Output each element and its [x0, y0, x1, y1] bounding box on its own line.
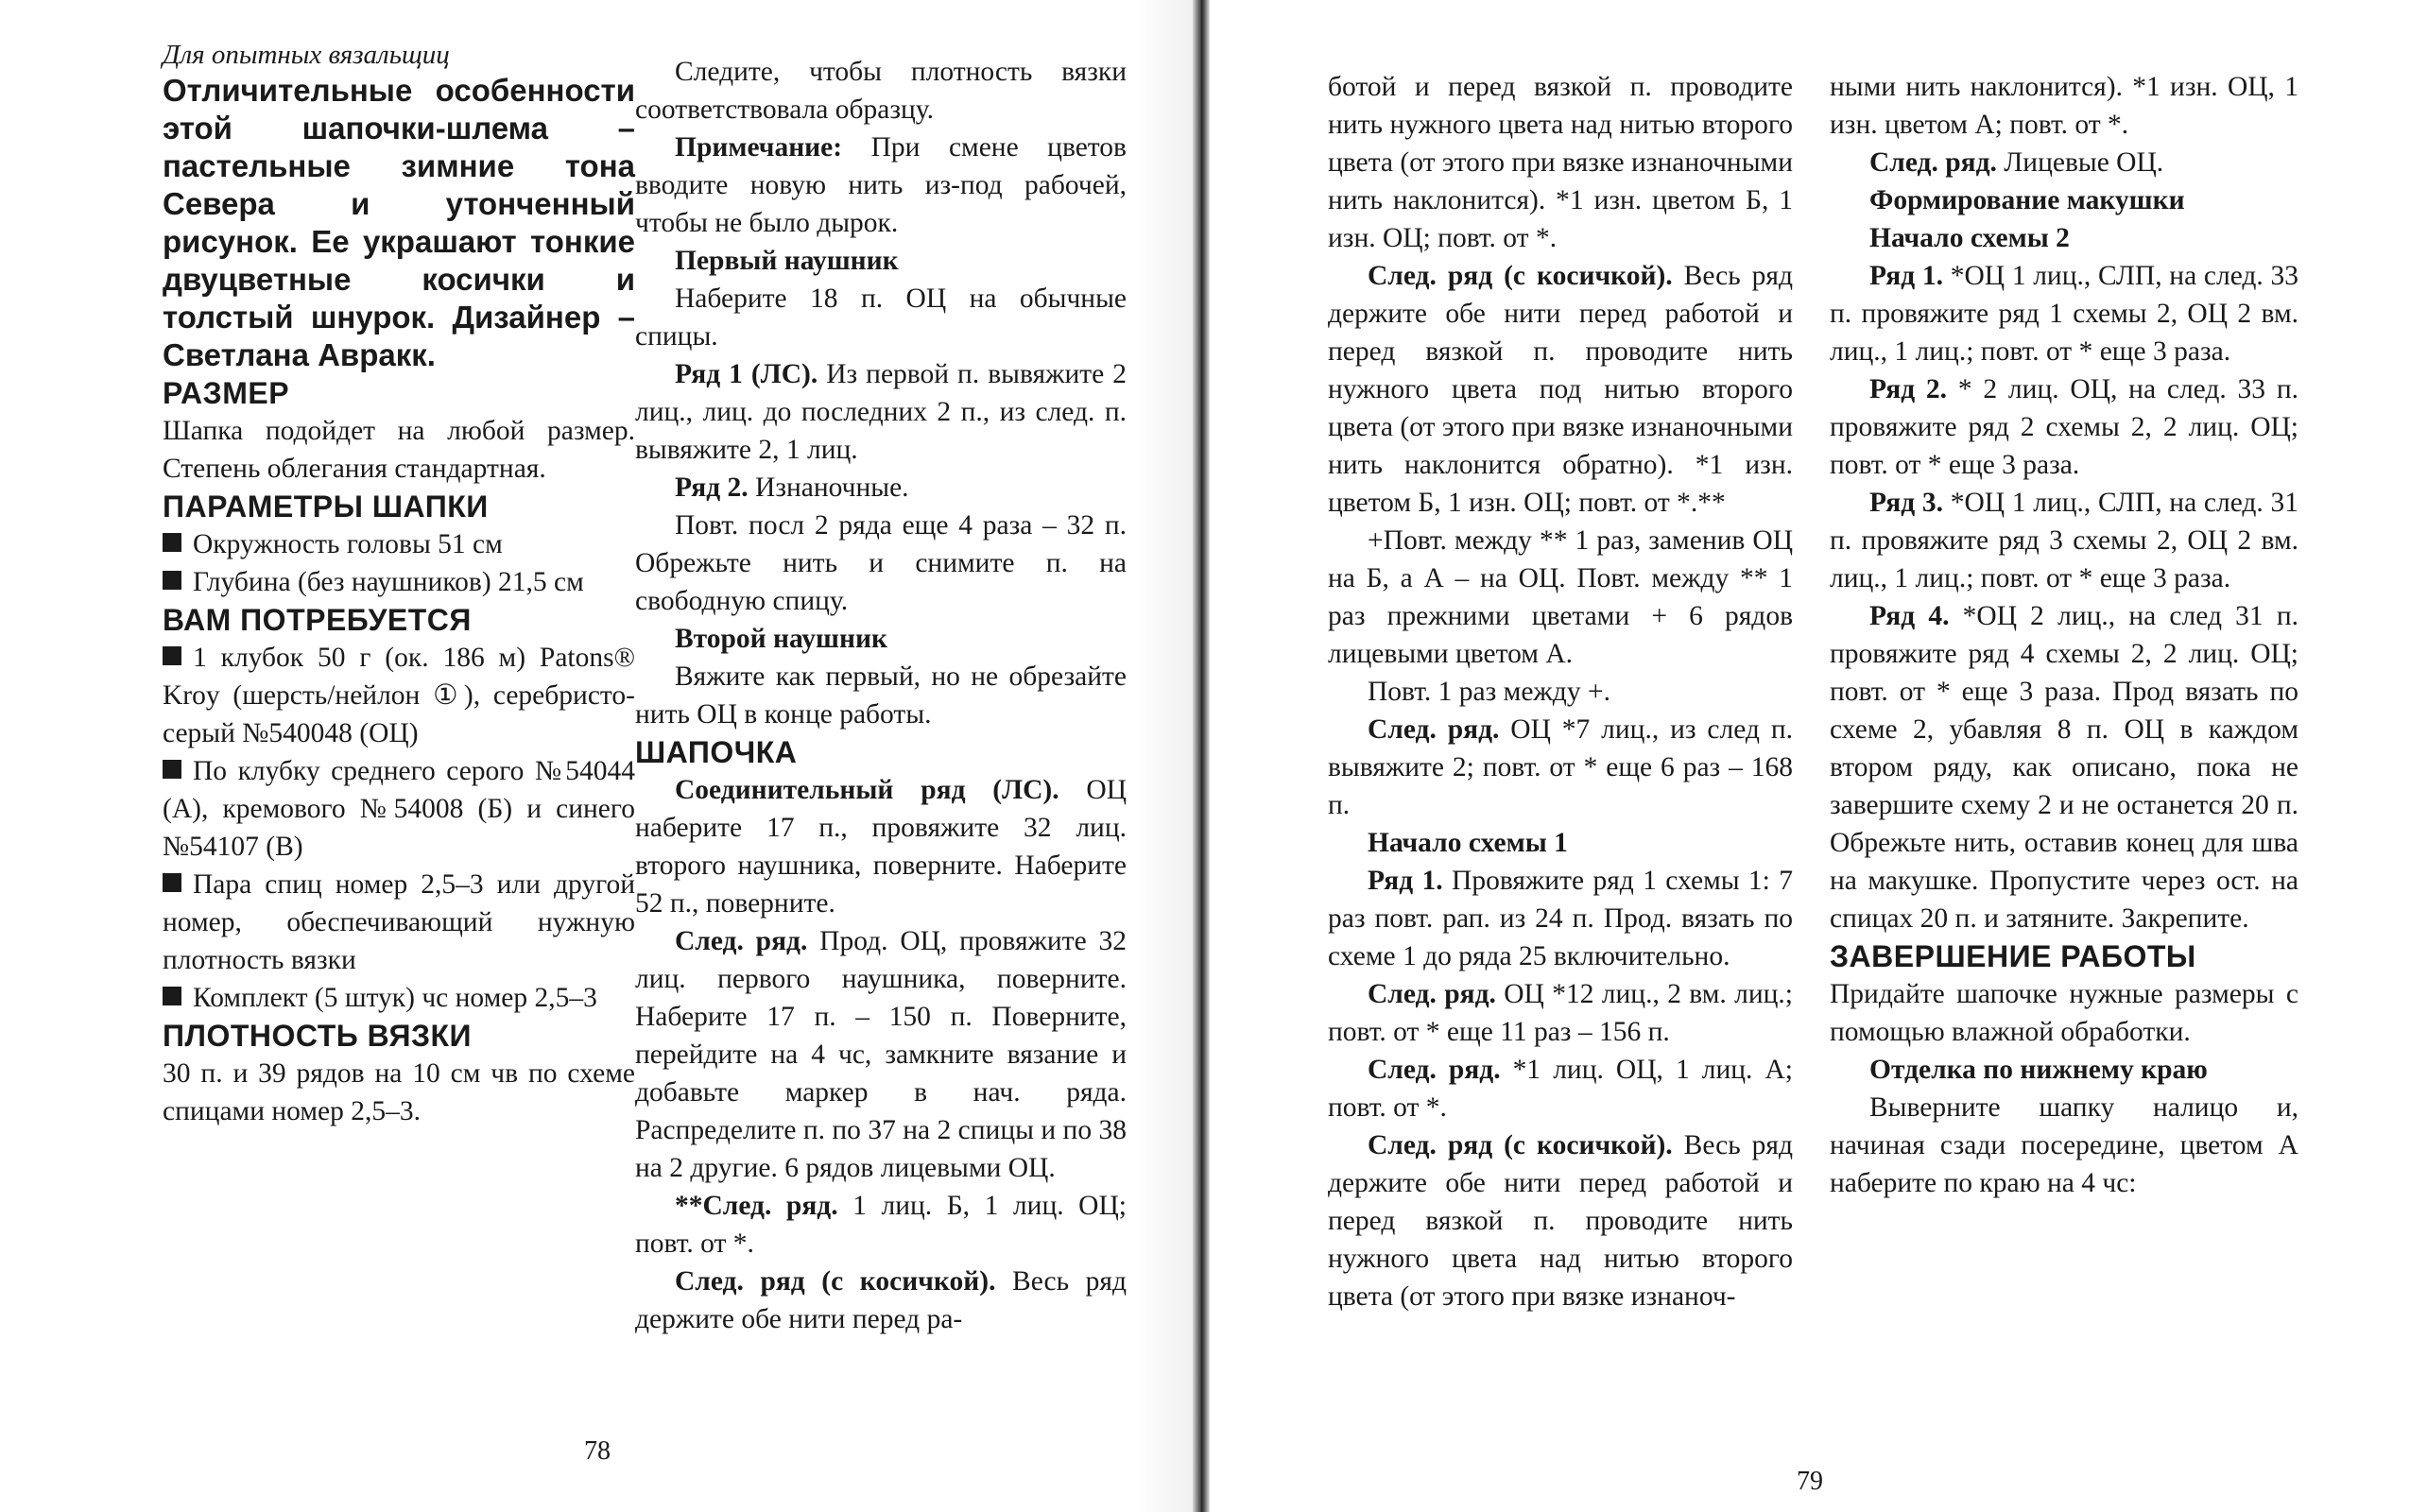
- next-row-paragraph: След. ряд. Лицевые ОЦ.: [1869, 147, 2164, 178]
- materials-heading: ВАМ ПОТРЕБУЕТСЯ: [163, 603, 472, 637]
- row-4-paragraph: Ряд 4. *ОЦ 2 лиц., на след 31 п. провяжите ряд 4 схемы 2, 2 лиц. ОЦ; повт. от * еще 3 раза. Прод вязать по схеме 2, убавляя 8 п. ОЦ в каждом втором ряду, как описано, пока не завершите схему 2 и не останется 20 п. Обрежьте нить, оставив конец для шва на макушке. Пропустите через ост. на спицах 20 п. и затяните. Закрепите.: [1830, 601, 2298, 934]
- page-number-left: 78: [584, 1436, 611, 1466]
- next-row-paragraph: След. ряд. ОЦ *12 лиц., 2 вм. лиц.; повт. от * еще 11 раз – 156 п.: [1328, 979, 1793, 1047]
- paragraph: Повт. 1 раз между +.: [1368, 677, 1610, 707]
- second-earflap-heading: Второй наушник: [675, 624, 887, 654]
- materials-item: По клубку среднего серого №54044 (А), кремового №54008 (Б) и синего №54107 (В): [163, 756, 635, 862]
- gauge-heading: ПЛОТНОСТЬ ВЯЗКИ: [163, 1019, 473, 1053]
- crown-heading: Формирование макушки: [1869, 185, 2185, 215]
- bullet-square-icon: [163, 571, 181, 590]
- note-paragraph: Примечание: При смене цветов вводите новую нить из-под рабочей, чтобы не было дырок.: [635, 132, 1127, 238]
- size-heading: РАЗМЕР: [163, 376, 290, 410]
- row-3-paragraph: Ряд 3. *ОЦ 1 лиц., СЛП, на след. 31 п. провяжите ряд 3 схемы 2, ОЦ 2 вм. лиц., 1 лиц.; повт. от * еще 3 раза.: [1830, 488, 2298, 593]
- chart-2-heading: Начало схемы 2: [1869, 223, 2070, 253]
- left-page: [0, 0, 1198, 1512]
- paragraph: Вяжите как первый, но не обрезайте нить ОЦ в конце работы.: [635, 662, 1127, 730]
- materials-item: Комплект (5 штук) чс номер 2,5–3: [163, 979, 635, 1017]
- left-column-1: [163, 38, 635, 1130]
- size-text: Шапка подойдет на любой размер. Степень облегания стандартная.: [163, 416, 635, 484]
- page-number-right: 79: [1797, 1467, 1823, 1496]
- bullet-square-icon: [163, 760, 181, 779]
- params-heading: ПАРАМЕТРЫ ШАПКИ: [163, 490, 489, 524]
- materials-item: 1 клубок 50 г (ок. 186 м) Patons® Kroy (шерсть/нейлон ①), серебристо-серый №540048 (ОЦ): [163, 643, 635, 748]
- braid-row-paragraph: След. ряд (с косичкой). Весь ряд держите обе нити перед работой и перед вязкой п. проводите нить нужного цвета над нитью второго цвета (от этого при вязке изнаноч-: [1328, 1130, 1793, 1312]
- paragraph: Наберите 18 п. ОЦ на обычные спицы.: [635, 284, 1127, 352]
- paragraph: ными нить наклонится). *1 изн. ОЦ, 1 изн. цветом А; повт. от *.: [1830, 72, 2298, 140]
- paragraph: ботой и перед вязкой п. проводите нить нужного цвета над нитью второго цвета (от этого при вязке изнаночными нить наклонится). *1 изн. цветом Б, 1 изн. ОЦ; повт. от *.: [1328, 72, 1793, 253]
- bullet-square-icon: [163, 533, 181, 552]
- intro-paragraph: Отличительные особенности этой шапочки-шлема – пастельные зимние тона Севера и утонченный рисунок. Ее украшают тонкие двуцветные косички и толстый шнурок. Дизайнер – Светлана Авракк.: [163, 73, 635, 372]
- bullet-square-icon: [163, 646, 181, 665]
- next-row-paragraph: След. ряд. ОЦ *7 лиц., из след п. вывяжите 2; повт. от * еще 6 раз – 168 п.: [1328, 714, 1793, 820]
- chart-1-heading: Начало схемы 1: [1368, 828, 1568, 858]
- braid-row-paragraph: След. ряд (с косичкой). Весь ряд держите обе нити перед работой и перед вязкой п. проводите нить нужного цвета под нитью второго цвета (от этого при вязке изнаночными нить наклонится обратно). *1 изн. цветом Б, 1 изн. ОЦ; повт. от *.**: [1328, 261, 1793, 518]
- right-column-1: [1328, 68, 1793, 1315]
- braid-row-paragraph: След. ряд (с косичкой). Весь ряд держите обе нити перед ра-: [635, 1266, 1127, 1334]
- paragraph: +Повт. между ** 1 раз, заменив ОЦ на Б, а А – на ОЦ. Повт. между ** 1 раз прежними цветами + 6 рядов лицевыми цветом А.: [1328, 525, 1793, 669]
- finishing-heading: ЗАВЕРШЕНИЕ РАБОТЫ: [1830, 939, 2196, 973]
- next-row-paragraph: **След. ряд. 1 лиц. Б, 1 лиц. ОЦ; повт. от *.: [635, 1191, 1127, 1259]
- right-page: [1206, 0, 2410, 1512]
- row-2-paragraph: Ряд 2. * 2 лиц. ОЦ, на след. 33 п. провяжите ряд 2 схемы 2, 2 лиц. ОЦ; повт. от * еще 3 раза.: [1830, 374, 2298, 480]
- row-1-paragraph: Ряд 1. *ОЦ 1 лиц., СЛП, на след. 33 п. провяжите ряд 1 схемы 2, ОЦ 2 вм. лиц., 1 лиц.; повт. от * еще 3 раза.: [1830, 261, 2298, 367]
- next-row-paragraph: След. ряд. Прод. ОЦ, провяжите 32 лиц. первого наушника, поверните. Наберите 17 п. – 150 п. Поверните, перейдите на 4 чс, замкните вязание и добавьте маркер в нач. ряда. Распределите п. по 37 на 2 спицы и по 38 на 2 другие. 6 рядов лицевыми ОЦ.: [635, 926, 1127, 1183]
- next-row-paragraph: След. ряд. *1 лиц. ОЦ, 1 лиц. А; повт. от *.: [1328, 1055, 1793, 1123]
- params-item: Окружность головы 51 см: [163, 525, 635, 563]
- right-column-2: [1830, 68, 2298, 1202]
- bullet-square-icon: [163, 873, 181, 892]
- first-earflap-heading: Первый наушник: [675, 246, 899, 276]
- paragraph: Следите, чтобы плотность вязки соответствовала образцу.: [635, 57, 1127, 125]
- edge-heading: Отделка по нижнему краю: [1869, 1055, 2208, 1085]
- hat-heading: ШАПОЧКА: [635, 735, 798, 769]
- row-1-paragraph: Ряд 1. Провяжите ряд 1 схемы 1: 7 раз повт. рап. из 24 п. Прод. вязать по схеме 1 до ряда 25 включительно.: [1328, 866, 1793, 971]
- row-1-paragraph: Ряд 1 (ЛС). Из первой п. вывяжите 2 лиц., лиц. до последних 2 п., из след. п. вывяжите 2, 1 лиц.: [635, 359, 1127, 465]
- running-head: Для опытных вязальщиц: [163, 40, 450, 70]
- bullet-square-icon: [163, 987, 181, 1005]
- paragraph: Повт. посл 2 ряда еще 4 раза – 32 п. Обрежьте нить и снимите п. на свободную спицу.: [635, 510, 1127, 616]
- paragraph: Придайте шапочке нужные размеры с помощью влажной обработки.: [1830, 979, 2298, 1047]
- materials-item: Пара спиц номер 2,5–3 или другой номер, обеспечивающий нужную плотность вязки: [163, 869, 635, 975]
- gauge-text: 30 п. и 39 рядов на 10 см чв по схеме спицами номер 2,5–3.: [163, 1058, 635, 1126]
- left-column-2: [635, 53, 1127, 1338]
- params-item: Глубина (без наушников) 21,5 см: [163, 563, 635, 601]
- paragraph: Выверните шапку налицо и, начиная сзади посередине, цветом А наберите по краю на 4 чс:: [1830, 1092, 2298, 1198]
- join-row-paragraph: Соединительный ряд (ЛС). ОЦ наберите 17 п., провяжите 32 лиц. второго наушника, поверните. Наберите 52 п., поверните.: [635, 775, 1128, 919]
- row-2-paragraph: Ряд 2. Изнаночные.: [675, 472, 909, 503]
